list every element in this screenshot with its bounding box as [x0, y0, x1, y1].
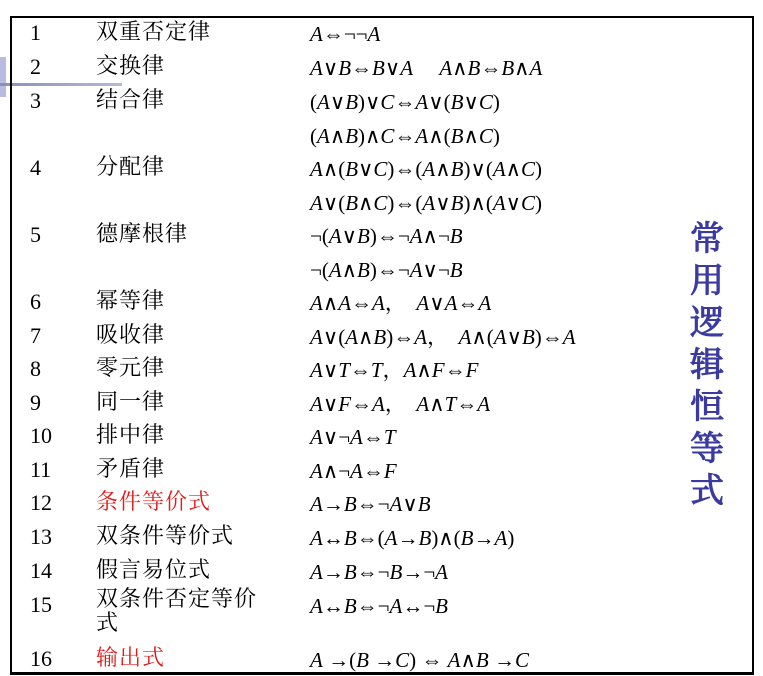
identity-formula: A∨T⇔T，A∧F⇔F — [310, 358, 479, 382]
identity-formula: ¬(A∧B)⇔¬A∨¬B — [310, 258, 463, 282]
identity-law-name: 条件等价式 — [96, 490, 212, 515]
identities-table — [10, 16, 754, 674]
identity-formula: (A∨B)∨C⇔A∨(B∨C) — [310, 90, 500, 114]
identity-number: 4 — [30, 155, 41, 180]
identity-law-name: 矛盾律 — [96, 457, 166, 482]
identity-law-name: 输出式 — [96, 646, 166, 671]
identity-formula: A∧A⇔A， A∨A⇔A — [310, 291, 492, 315]
identity-law-name: 分配律 — [96, 155, 166, 180]
vertical-title-char: 逻 — [690, 303, 724, 343]
identity-law-name: 交换律 — [96, 54, 166, 79]
vertical-title-char: 常 — [690, 219, 724, 259]
identity-formula: A∨F⇔A， A∧T⇔A — [310, 392, 491, 416]
vertical-title-char: 式 — [690, 471, 724, 511]
identity-number: 8 — [30, 356, 41, 381]
identity-number: 15 — [30, 592, 52, 617]
identity-number: 10 — [30, 423, 52, 448]
identity-number: 1 — [30, 20, 41, 45]
identity-law-name: 双重否定律 — [96, 20, 212, 45]
table-bottom-border — [10, 672, 754, 675]
identity-law-name: 幂等律 — [96, 289, 166, 314]
identity-formula: A∨(A∧B)⇔A， A∧(A∨B)⇔A — [310, 325, 576, 349]
identity-formula: A→B⇔¬B→¬A — [310, 560, 448, 584]
identity-law-name: 同一律 — [96, 390, 166, 415]
identity-formula: A →(B →C) ⇔ A∧B →C — [310, 648, 529, 672]
slide-side-marker — [0, 57, 6, 97]
identity-law-name: 双条件等价式 — [96, 524, 235, 549]
identity-number: 16 — [30, 646, 52, 671]
identity-formula: A↔B⇔(A→B)∧(B→A) — [310, 526, 515, 550]
identity-number: 7 — [30, 323, 41, 348]
identity-formula: A∧¬A⇔F — [310, 459, 397, 483]
identity-number: 3 — [30, 88, 41, 113]
identity-law-name: 零元律 — [96, 356, 166, 381]
vertical-title-char: 恒 — [690, 387, 724, 427]
identity-number: 11 — [30, 457, 52, 482]
identity-formula: A∨B⇔B∨A A∧B⇔B∧A — [310, 56, 543, 80]
identity-law-name: 德摩根律 — [96, 222, 189, 247]
identity-formula: A∨(B∧C)⇔(A∨B)∧(A∨C) — [310, 191, 543, 215]
identity-law-name: 双条件否定等价 式 — [96, 587, 258, 636]
identity-formula: A∨¬A⇔T — [310, 425, 396, 449]
identity-formula: ¬(A∨B)⇔¬A∧¬B — [310, 224, 463, 248]
vertical-title-char: 用 — [690, 261, 724, 301]
vertical-title-char: 等 — [690, 429, 724, 469]
identity-formula: A∧(B∨C)⇔(A∧B)∨(A∧C) — [310, 157, 543, 181]
identity-number: 6 — [30, 289, 41, 314]
identity-law-name: 排中律 — [96, 423, 166, 448]
identity-formula: A↔B⇔¬A↔¬B — [310, 594, 448, 618]
vertical-title-char: 辑 — [690, 345, 724, 385]
identity-number: 13 — [30, 524, 52, 549]
identity-formula: (A∧B)∧C⇔A∧(B∧C) — [310, 124, 500, 148]
identity-law-name: 结合律 — [96, 88, 166, 113]
identity-law-name: 假言易位式 — [96, 558, 212, 583]
identity-number: 2 — [30, 54, 41, 79]
identity-law-name: 吸收律 — [96, 323, 166, 348]
identity-number: 14 — [30, 558, 52, 583]
identity-formula: A→B⇔¬A∨B — [310, 492, 431, 516]
identity-formula: A⇔¬¬A — [310, 22, 381, 46]
vertical-title — [685, 218, 729, 512]
identity-number: 9 — [30, 390, 41, 415]
identity-number: 12 — [30, 490, 52, 515]
identity-number: 5 — [30, 222, 41, 247]
